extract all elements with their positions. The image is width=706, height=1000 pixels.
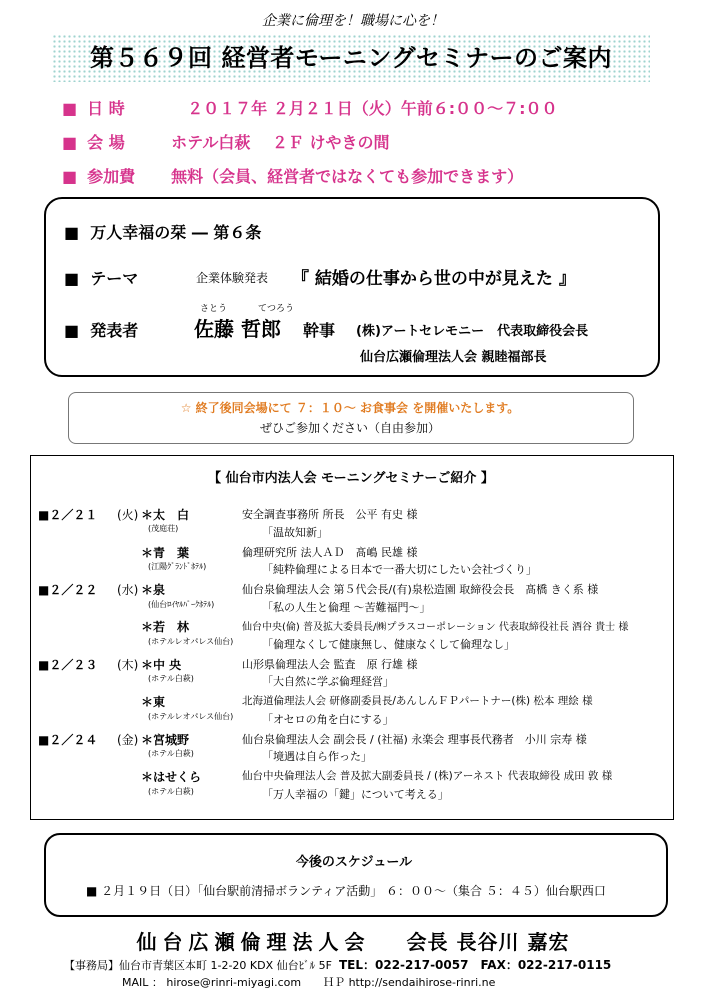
presenter-role: 幹事 bbox=[303, 321, 336, 340]
info-fee bbox=[62, 164, 523, 187]
seminar-speaker: 山形県倫理法人会 監査 原 行雄 様 bbox=[242, 658, 418, 671]
bullet-square-icon: ■ bbox=[62, 99, 78, 118]
seminar-date: ■２／２１ bbox=[38, 508, 98, 522]
office-address: 【事務局】仙台市青葉区本町 1-2-20 KDX 仙台ﾋﾞﾙ 5F bbox=[64, 959, 332, 972]
theme-prefix: 企業体験発表 bbox=[196, 271, 269, 285]
seminar-date: ■２／２２ bbox=[38, 583, 98, 597]
seminar-venue: ＊太 白 bbox=[141, 508, 190, 522]
seminar-venue: ＊はせくら bbox=[141, 770, 202, 784]
presenter-org-role: 仙台広瀬倫理法人会 親睦福部長 bbox=[360, 350, 547, 365]
seminar-topic: 「オセロの角を白にする」 bbox=[262, 713, 394, 726]
seminar-hotel: (ホテル白萩) bbox=[148, 674, 194, 683]
theme-title: 『 結婚の仕事から世の中が見えた 』 bbox=[292, 269, 576, 289]
article-row bbox=[64, 220, 261, 243]
footer-org bbox=[0, 926, 706, 955]
seminar-topic: 「倫理なくして健康無し、健康なくして倫理なし」 bbox=[262, 638, 515, 651]
schedule-title: 今後のスケジュール bbox=[295, 855, 413, 870]
seminar-speaker: 仙台泉倫理法人会 副会長 / (社福) 永楽会 理事長代務者 小川 宗寿 様 bbox=[242, 733, 587, 746]
info-datetime bbox=[62, 96, 558, 119]
seminar-date: ■２／２４ bbox=[38, 733, 98, 747]
seminar-topic: 「純粋倫理による日本で一番大切にしたい会社づくり」 bbox=[262, 563, 537, 576]
page-title: 第５６９回 経営者モーニングセミナーのご案内 bbox=[90, 44, 612, 72]
theme-label: テーマ bbox=[90, 269, 139, 288]
seminar-venue: ＊青 葉 bbox=[141, 546, 190, 560]
bullet-square-icon: ■ bbox=[64, 223, 80, 242]
seminar-venue: ＊若 林 bbox=[141, 620, 190, 634]
bullet-square-icon: ■ bbox=[62, 167, 78, 186]
bullet-square-icon: ■ bbox=[64, 321, 80, 340]
schedule-box bbox=[44, 833, 668, 917]
office-line bbox=[64, 956, 611, 973]
seminar-speaker: 北海道倫理法人会 研修副委員長/あんしんＦＰパートナー(株) 松本 理絵 様 bbox=[242, 695, 593, 707]
seminar-date: ■２／２３ bbox=[38, 658, 98, 672]
seminar-hotel: (江陽ｸﾞﾗﾝﾄﾞﾎﾃﾙ) bbox=[148, 562, 207, 571]
seminar-hotel: (ホテル白萩) bbox=[148, 787, 194, 796]
seminar-speaker: 仙台中央(倫) 普及拡大委員長/㈱プラスコーポレーション 代表取締役社長 酒谷 貴士 様 bbox=[242, 622, 629, 633]
seminar-topic: 「私の人生と倫理 ～苦難福門～」 bbox=[262, 601, 431, 614]
seminar-topic: 「万人幸福の「鍵」について考える」 bbox=[262, 788, 449, 801]
seminar-weekday: (水) bbox=[117, 583, 139, 597]
seminar-topic: 「境遇は自ら作った」 bbox=[262, 750, 372, 763]
schedule-item: ■ ２月１９日（日）「仙台駅前清掃ボランティア活動」 ６：００～（集合 ５：４５）仙台駅西口 bbox=[86, 884, 606, 898]
presenter-ruby-surname: さとう bbox=[200, 304, 228, 314]
seminar-hotel: (ホテル白萩) bbox=[148, 749, 194, 758]
seminar-venue: ＊中 央 bbox=[141, 658, 182, 672]
info-value: 無料（会員、経営者ではなくても参加できます） bbox=[171, 167, 524, 186]
info-value: ホテル白萩 ２Ｆ けやきの間 bbox=[171, 133, 390, 152]
seminar-hotel: (茂庭荘) bbox=[148, 524, 179, 533]
seminar-weekday: (火) bbox=[117, 508, 139, 522]
seminar-speaker: 安全調査事務所 所長 公平 有史 様 bbox=[242, 508, 418, 521]
office-tel-fax: TEL：022-217-0057 FAX：022-217-0115 bbox=[338, 958, 612, 972]
presenter-name: 佐藤 哲郎 bbox=[194, 317, 281, 341]
presenter-ruby-given: てつろう bbox=[258, 304, 295, 314]
presenter-company: (株)アートセレモニー 代表取締役会長 bbox=[356, 324, 589, 339]
seminar-topic: 「大自然に学ぶ倫理経営」 bbox=[262, 675, 394, 688]
info-label: 参加費 bbox=[87, 167, 136, 186]
presenter-label: 発表者 bbox=[90, 321, 139, 340]
seminar-speaker: 仙台泉倫理法人会 第５代会長/(有)泉松造園 取締役会長 髙橋 きく系 様 bbox=[242, 583, 599, 596]
info-value: ２０１７年 ２月２１日（火）午前６:００～７:００ bbox=[187, 99, 558, 118]
seminar-venue: ＊東 bbox=[141, 695, 166, 709]
info-venue bbox=[62, 130, 389, 153]
seminar-hotel: (ホテルレオパレス仙台) bbox=[148, 637, 234, 646]
chair-name: 会長 長谷川 嘉宏 bbox=[406, 930, 570, 954]
bullet-square-icon: ■ bbox=[62, 133, 78, 152]
seminar-topic: 「温故知新」 bbox=[262, 526, 328, 539]
seminar-speaker: 仙台中央倫理法人会 普及拡大副委員長 / (株)アーネスト 代表取締役 成田 敦 様 bbox=[242, 770, 613, 782]
seminar-venue: ＊泉 bbox=[141, 583, 166, 597]
seminar-venue: ＊宮城野 bbox=[141, 733, 190, 747]
tagline: 企業に倫理を！職場に心を！ bbox=[262, 13, 444, 29]
seminar-weekday: (木) bbox=[117, 658, 139, 672]
notice-join: ぜひご参加ください（自由参加） bbox=[259, 421, 440, 435]
seminar-weekday: (金) bbox=[117, 733, 139, 747]
notice-dinner: ☆ 終了後同会場にて ７：１０～ お食事会 を開催いたします。 bbox=[180, 401, 520, 415]
org-name: 仙台広瀬倫理法人会 bbox=[136, 930, 371, 954]
bullet-square-icon: ■ bbox=[64, 269, 80, 288]
article-text: 万人幸福の栞 ― 第６条 bbox=[90, 223, 262, 242]
seminar-speaker: 倫理研究所 法人ＡＤ 髙嶋 民雄 様 bbox=[242, 546, 418, 559]
info-label: 日 時 bbox=[87, 99, 125, 118]
mail-hp-line[interactable]: MAIL ： hirose@rinri-miyagi.com ＨＰ http://sendaihirose-rinri.ne bbox=[122, 976, 496, 989]
presenter-row bbox=[64, 318, 138, 341]
seminar-intro-title: 【 仙台市内法人会 モーニングセミナーご紹介 】 bbox=[208, 471, 494, 486]
seminar-hotel: (仙台ﾛｲﾔﾙﾊﾟｰｸﾎﾃﾙ) bbox=[148, 600, 215, 609]
seminar-hotel: (ホテルレオパレス仙台) bbox=[148, 712, 234, 721]
theme-row bbox=[64, 266, 138, 289]
info-label: 会 場 bbox=[87, 133, 125, 152]
